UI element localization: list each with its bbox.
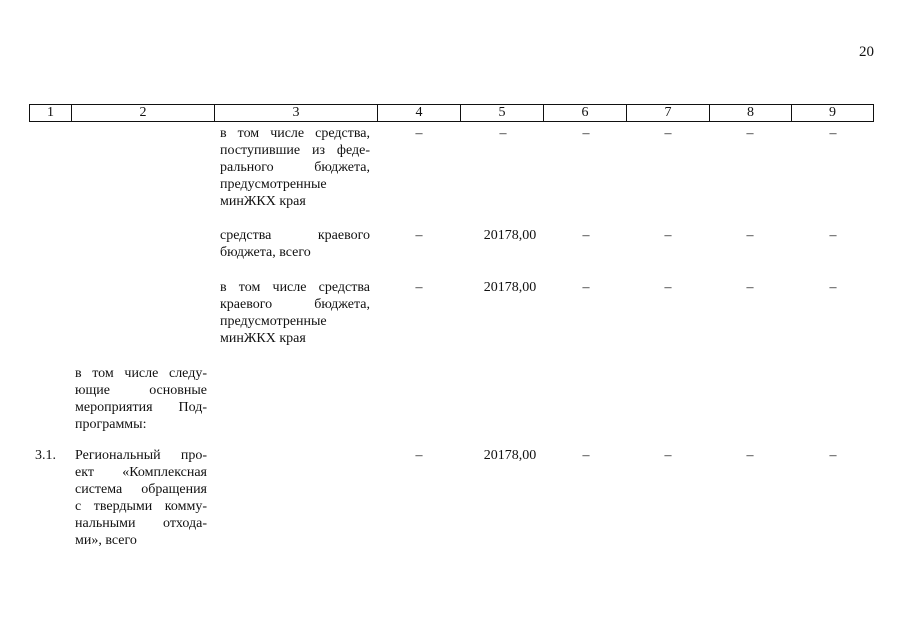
row-1-col-7: – [664,126,672,141]
text-line: поступившие из феде- [220,143,370,158]
row-1-col-5: – [499,126,507,141]
row-5-col-4: – [415,448,423,463]
row-2-col-6: – [582,228,590,243]
row-5-col-8: – [746,448,754,463]
text-line: в том числе следу- [75,366,207,381]
row-3-col-9: – [829,280,837,295]
row-5-col-7: – [664,448,672,463]
header-col-5: 5 [461,105,544,121]
text-line: краевого бюджета, [220,297,370,312]
header-col-4: 4 [378,105,461,121]
header-col-1: 1 [30,105,72,121]
row-1-col-8: – [746,126,754,141]
text-line: ми», всего [75,533,137,548]
row-5-col-5: 20178,00 [483,448,537,463]
row-5-col-9: – [829,448,837,463]
text-line: минЖКХ края [220,331,306,346]
row-1-col-3-text [220,125,370,210]
row-3-col-7: – [664,280,672,295]
row-1-col-4: – [415,126,423,141]
text-line: средства краевого [220,228,370,243]
text-line: мероприятия Под- [75,400,207,415]
text-line: рального бюджета, [220,160,370,175]
header-col-9: 9 [829,105,836,120]
row-1-col-9: – [829,126,837,141]
header-col-7: 7 [627,105,710,121]
header-col-2: 2 [72,105,215,121]
row-2-col-9: – [829,228,837,243]
row-3-col-6: – [582,280,590,295]
text-line: Региональный про- [75,448,207,463]
text-line: в том числе средства [220,280,370,295]
row-4-col-2-text [75,365,207,433]
row-2-col-5: 20178,00 [483,228,537,243]
row-5-col-6: – [582,448,590,463]
text-line: программы: [75,417,147,432]
row-3-col-5: 20178,00 [483,280,537,295]
header-col-6: 6 [544,105,627,121]
page-number: 20 [859,44,874,60]
row-2-col-3-text [220,227,370,261]
text-line: ющие основные [75,383,207,398]
row-2-col-8: – [746,228,754,243]
table-header-row [29,104,874,122]
text-line: предусмотренные [220,314,327,329]
text-line: с твердыми комму- [75,499,207,514]
row-3-col-4: – [415,280,423,295]
row-1-col-6: – [582,126,590,141]
text-line: нальными отхода- [75,516,207,531]
header-col-3: 3 [215,105,378,121]
text-line: система обращения [75,482,207,497]
text-line: бюджета, всего [220,245,311,260]
text-line: минЖКХ края [220,194,306,209]
row-5-col-2-text [75,447,207,549]
row-2-col-4: – [415,228,423,243]
text-line: ект «Комплексная [75,465,207,480]
text-line: предусмотренные [220,177,327,192]
row-3-col-3-text [220,279,370,347]
row-5-col-1: 3.1. [35,448,56,463]
row-2-col-7: – [664,228,672,243]
text-line: в том числе средства, [220,126,370,141]
header-col-8: 8 [710,105,792,121]
row-3-col-8: – [746,280,754,295]
